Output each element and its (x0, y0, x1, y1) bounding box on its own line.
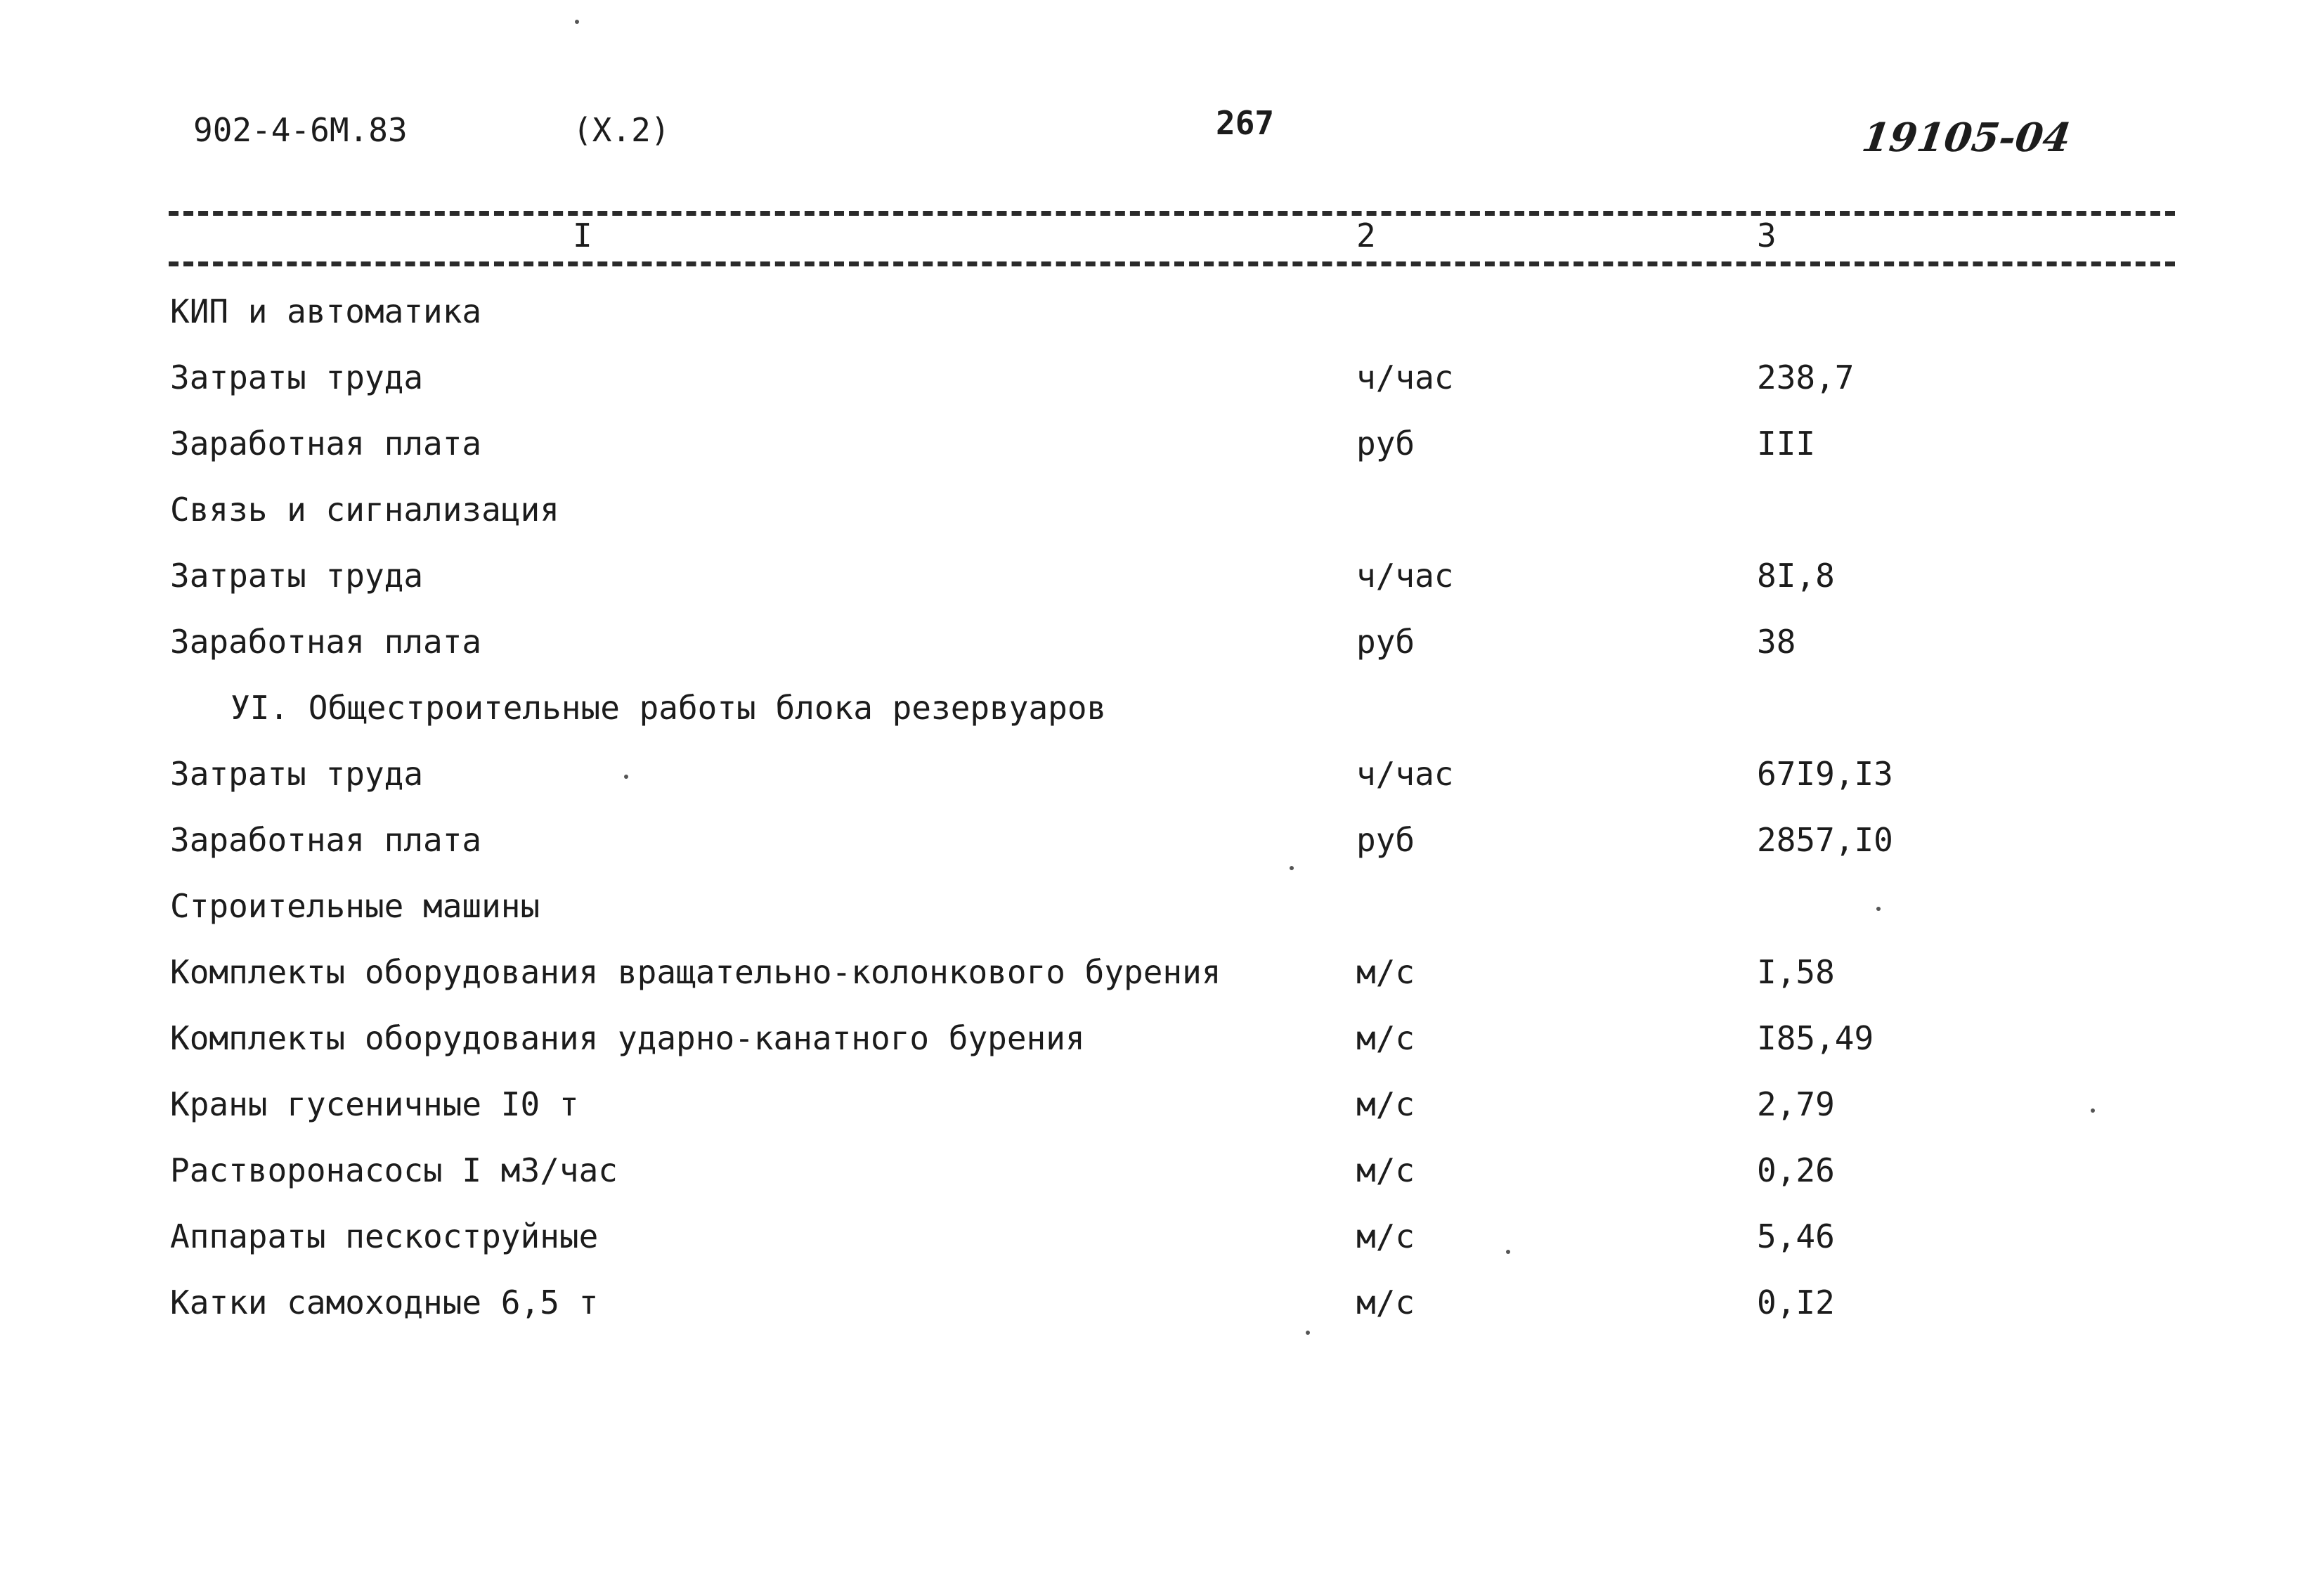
table-row (0, 953, 2324, 1019)
table-row (0, 1019, 2324, 1085)
row-value: 5,46 (1757, 1217, 1835, 1255)
scan-speck (624, 775, 628, 779)
row-value: 8I,8 (1757, 557, 1835, 595)
row-value: 38 (1757, 623, 1796, 661)
table-row (0, 358, 2324, 425)
row-unit: ч/час (1356, 755, 1454, 793)
row-unit: м/с (1356, 1019, 1415, 1057)
row-name: Связь и сигнализация (170, 491, 559, 529)
row-value: 2857,I0 (1757, 821, 1893, 859)
row-name: Заработная плата (170, 425, 482, 463)
section-code: (X.2) (573, 111, 670, 149)
row-value: III (1757, 425, 1816, 463)
row-name: КИП и автоматика (170, 292, 482, 330)
row-unit: м/с (1356, 1151, 1415, 1189)
scan-speck (1306, 1331, 1310, 1335)
row-value: I,58 (1757, 953, 1835, 991)
row-name: Затраты труда (170, 557, 424, 595)
table-row (0, 1217, 2324, 1283)
row-value: 67I9,I3 (1757, 755, 1893, 793)
document-code: 902-4-6М.83 (193, 111, 408, 149)
row-unit: м/с (1356, 953, 1415, 991)
row-unit: руб (1356, 821, 1415, 859)
table-header-rule (169, 261, 2175, 266)
table-row (0, 292, 2324, 358)
table-row (0, 689, 2324, 755)
scan-speck (2091, 1108, 2095, 1113)
row-name: Аппараты пескоструйные (170, 1217, 599, 1255)
row-name: Затраты труда (170, 358, 424, 396)
page-number: 267 (1216, 104, 1275, 142)
table-row (0, 1151, 2324, 1217)
row-unit: м/с (1356, 1217, 1415, 1255)
row-value: I85,49 (1757, 1019, 1874, 1057)
table-row (0, 821, 2324, 887)
row-unit: м/с (1356, 1283, 1415, 1321)
row-name: Комплекты оборудования вращательно-колонкового бурения (170, 953, 1221, 991)
scan-speck (1876, 907, 1881, 911)
row-name: Затраты труда (170, 755, 424, 793)
table-top-rule (169, 211, 2175, 216)
scan-speck (1506, 1250, 1510, 1254)
table-row (0, 887, 2324, 953)
scan-speck (575, 20, 579, 24)
row-name: Растворонасосы I м3/час (170, 1151, 618, 1189)
row-value: 238,7 (1757, 358, 1855, 396)
table-row (0, 755, 2324, 821)
column-number-3: 3 (1757, 216, 1777, 254)
table-row (0, 557, 2324, 623)
section-heading: УI. Общестроительные работы блока резервуаров (231, 689, 1107, 727)
handwritten-stamp: 19105-04 (1859, 115, 2074, 161)
row-value: 0,26 (1757, 1151, 1835, 1189)
table-row (0, 1085, 2324, 1151)
column-number-1: I (573, 216, 592, 254)
row-unit: м/с (1356, 1085, 1415, 1123)
table-row (0, 427, 2324, 491)
row-name: Комплекты оборудования ударно-канатного бурения (170, 1019, 1085, 1057)
table-row (0, 493, 2324, 557)
row-unit: ч/час (1356, 358, 1454, 396)
row-unit: руб (1356, 623, 1415, 661)
column-number-2: 2 (1356, 216, 1376, 254)
row-name: Заработная плата (170, 821, 482, 859)
row-unit: ч/час (1356, 557, 1454, 595)
row-value: 0,I2 (1757, 1283, 1835, 1321)
table-row (0, 623, 2324, 689)
row-name: Катки самоходные 6,5 т (170, 1283, 599, 1321)
row-name: Заработная плата (170, 623, 482, 661)
row-unit: руб (1356, 425, 1415, 463)
row-name: Краны гусеничные I0 т (170, 1085, 579, 1123)
row-value: 2,79 (1757, 1085, 1835, 1123)
row-name: Строительные машины (170, 887, 540, 925)
scan-speck (1290, 866, 1294, 870)
table-row (0, 1283, 2324, 1350)
